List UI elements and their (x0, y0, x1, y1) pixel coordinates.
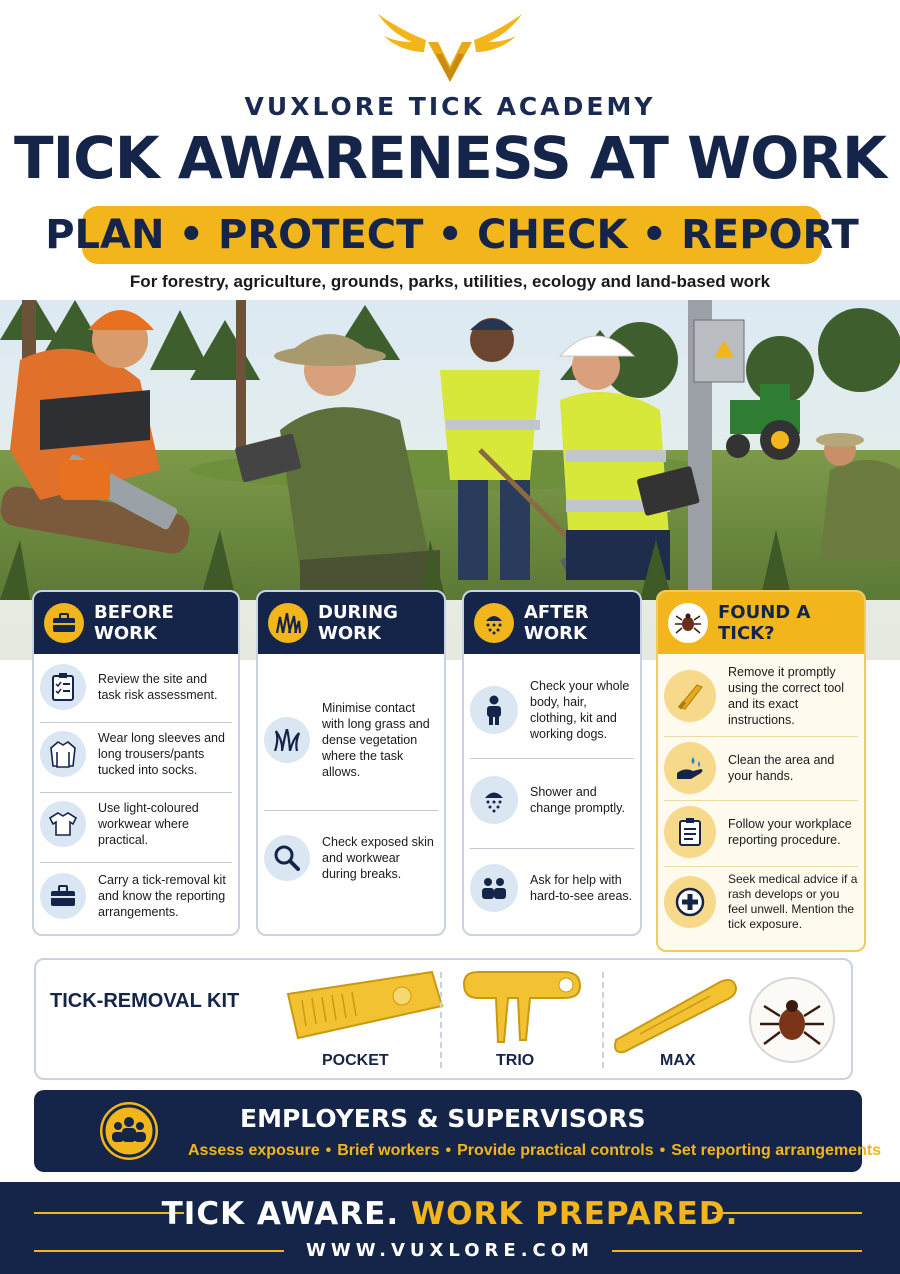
divider (40, 722, 232, 723)
banner-word: REPORT (681, 212, 859, 258)
hand-wash-icon (664, 742, 716, 794)
tick-icon (668, 603, 708, 643)
grass-icon (268, 603, 308, 643)
found-item-text: Seek medical advice if a rash develops or you feel unwell. Mention the tick exposure. (728, 872, 858, 931)
briefcase-icon (44, 603, 84, 643)
list-item (664, 742, 858, 794)
pocket-tool-icon (282, 966, 448, 1046)
long-sleeve-shirt-icon (40, 731, 86, 777)
banner-plan-protect-check-report (45, 206, 859, 264)
before-work-header (34, 592, 238, 654)
divider (664, 800, 858, 801)
shower-icon (470, 776, 518, 824)
employers-title: EMPLOYERS & SUPERVISORS (240, 1104, 646, 1133)
bullet-separator: • (659, 1142, 666, 1159)
kit-bag-icon (40, 873, 86, 919)
after-item-text: Check your whole body, hair, clothing, kit and working dogs. (530, 679, 630, 741)
magnifier-icon (264, 835, 310, 881)
after-work-header (464, 592, 640, 654)
banner-word: CHECK (476, 212, 628, 258)
report-clipboard-icon (664, 806, 716, 858)
before-work-title: BEFORE WORK (94, 602, 174, 644)
banner-separator: • (178, 212, 205, 258)
divider (664, 866, 858, 867)
list-item (40, 664, 232, 710)
list-item (470, 864, 634, 912)
medical-plus-icon (664, 876, 716, 928)
bullet-separator: • (325, 1142, 332, 1159)
found-a-tick-title: FOUND A TICK? (718, 602, 811, 644)
banner-word: PLAN (45, 212, 165, 258)
divider (264, 810, 438, 811)
after-work-title: AFTER WORK (524, 602, 589, 644)
found-a-tick-header (658, 592, 864, 654)
tagline-part-a: TICK AWARE. (161, 1196, 400, 1232)
group-people-icon (100, 1102, 158, 1160)
kit-title: TICK-REMOVAL KIT (50, 990, 240, 1012)
during-work-title: DURING WORK (318, 602, 398, 644)
during-item-text: Minimise contact with long grass and dense vegetation where the task allows. (322, 701, 430, 779)
divider (602, 972, 604, 1068)
before-item-text: Review the site and task risk assessment. (98, 672, 218, 702)
kit-tool-pocket-label: POCKET (322, 1052, 389, 1069)
grass-icon (264, 717, 310, 763)
brand-name: VUXLORE TICK ACADEMY (244, 92, 656, 121)
list-item (40, 730, 232, 778)
tick-remover-icon (664, 670, 716, 722)
employer-action: Brief workers (337, 1142, 440, 1159)
before-item-text: Wear long sleeves and long trousers/pants tucked into socks. (98, 731, 225, 777)
page-title: TICK AWARENESS AT WORK (14, 124, 886, 192)
divider (40, 792, 232, 793)
kit-tool-trio-label: TRIO (496, 1052, 535, 1069)
during-item-text: Check exposed skin and workwear during breaks. (322, 835, 434, 881)
employer-action: Provide practical controls (457, 1142, 654, 1159)
employers-supervisors-banner (34, 1090, 882, 1172)
banner-word: PROTECT (218, 212, 424, 258)
list-item (664, 664, 858, 728)
before-item-text: Use light-coloured workwear where practical. (98, 801, 199, 847)
list-item (40, 872, 232, 920)
divider (440, 972, 442, 1068)
list-item (470, 776, 634, 824)
website-link[interactable]: WWW.VUXLORE.COM (306, 1240, 594, 1261)
list-item (664, 872, 858, 932)
kit-tool-max-label: MAX (660, 1052, 696, 1069)
list-item (664, 806, 858, 858)
list-item (40, 800, 232, 848)
found-item-text: Clean the area and your hands. (728, 753, 835, 783)
before-item-text: Carry a tick-removal kit and know the reporting arrangements. (98, 873, 226, 919)
after-item-text: Shower and change promptly. (530, 785, 625, 815)
after-item-text: Ask for help with hard-to-see areas. (530, 873, 633, 903)
t-shirt-icon (40, 801, 86, 847)
found-item-text: Remove it promptly using the correct tool and its exact instructions. (728, 665, 845, 727)
footer (0, 1182, 900, 1274)
tagline (0, 1196, 900, 1232)
list-item (264, 834, 438, 882)
list-item (470, 678, 634, 742)
tagline-part-b: WORK PREPARED. (410, 1196, 739, 1232)
tick-removal-kit-panel (34, 958, 853, 1080)
found-a-tick-panel (656, 590, 866, 952)
trio-tool-icon (460, 970, 584, 1054)
during-work-panel (256, 590, 446, 936)
divider (470, 848, 634, 849)
after-work-panel (462, 590, 642, 936)
max-tool-icon (610, 970, 740, 1054)
person-icon (470, 686, 518, 734)
subtitle: For forestry, agriculture, grounds, parks, utilities, ecology and land-based work (129, 272, 771, 291)
employer-action: Assess exposure (188, 1142, 320, 1159)
banner-separator: • (437, 212, 463, 258)
vuxlore-wings-logo (376, 12, 524, 90)
banner-separator: • (641, 212, 668, 258)
divider (664, 736, 858, 737)
shower-icon (474, 603, 514, 643)
bullet-separator: • (445, 1142, 452, 1159)
tick-closeup-icon (748, 976, 836, 1064)
employer-action: Set reporting arrangements (671, 1142, 882, 1159)
clipboard-checklist-icon (40, 664, 86, 710)
before-work-panel (32, 590, 240, 936)
divider (40, 862, 232, 863)
employers-actions (188, 1142, 881, 1160)
list-item (264, 700, 438, 780)
during-work-header (258, 592, 444, 654)
found-item-text: Follow your workplace reporting procedure. (728, 817, 852, 847)
two-people-icon (470, 864, 518, 912)
divider (470, 758, 634, 759)
